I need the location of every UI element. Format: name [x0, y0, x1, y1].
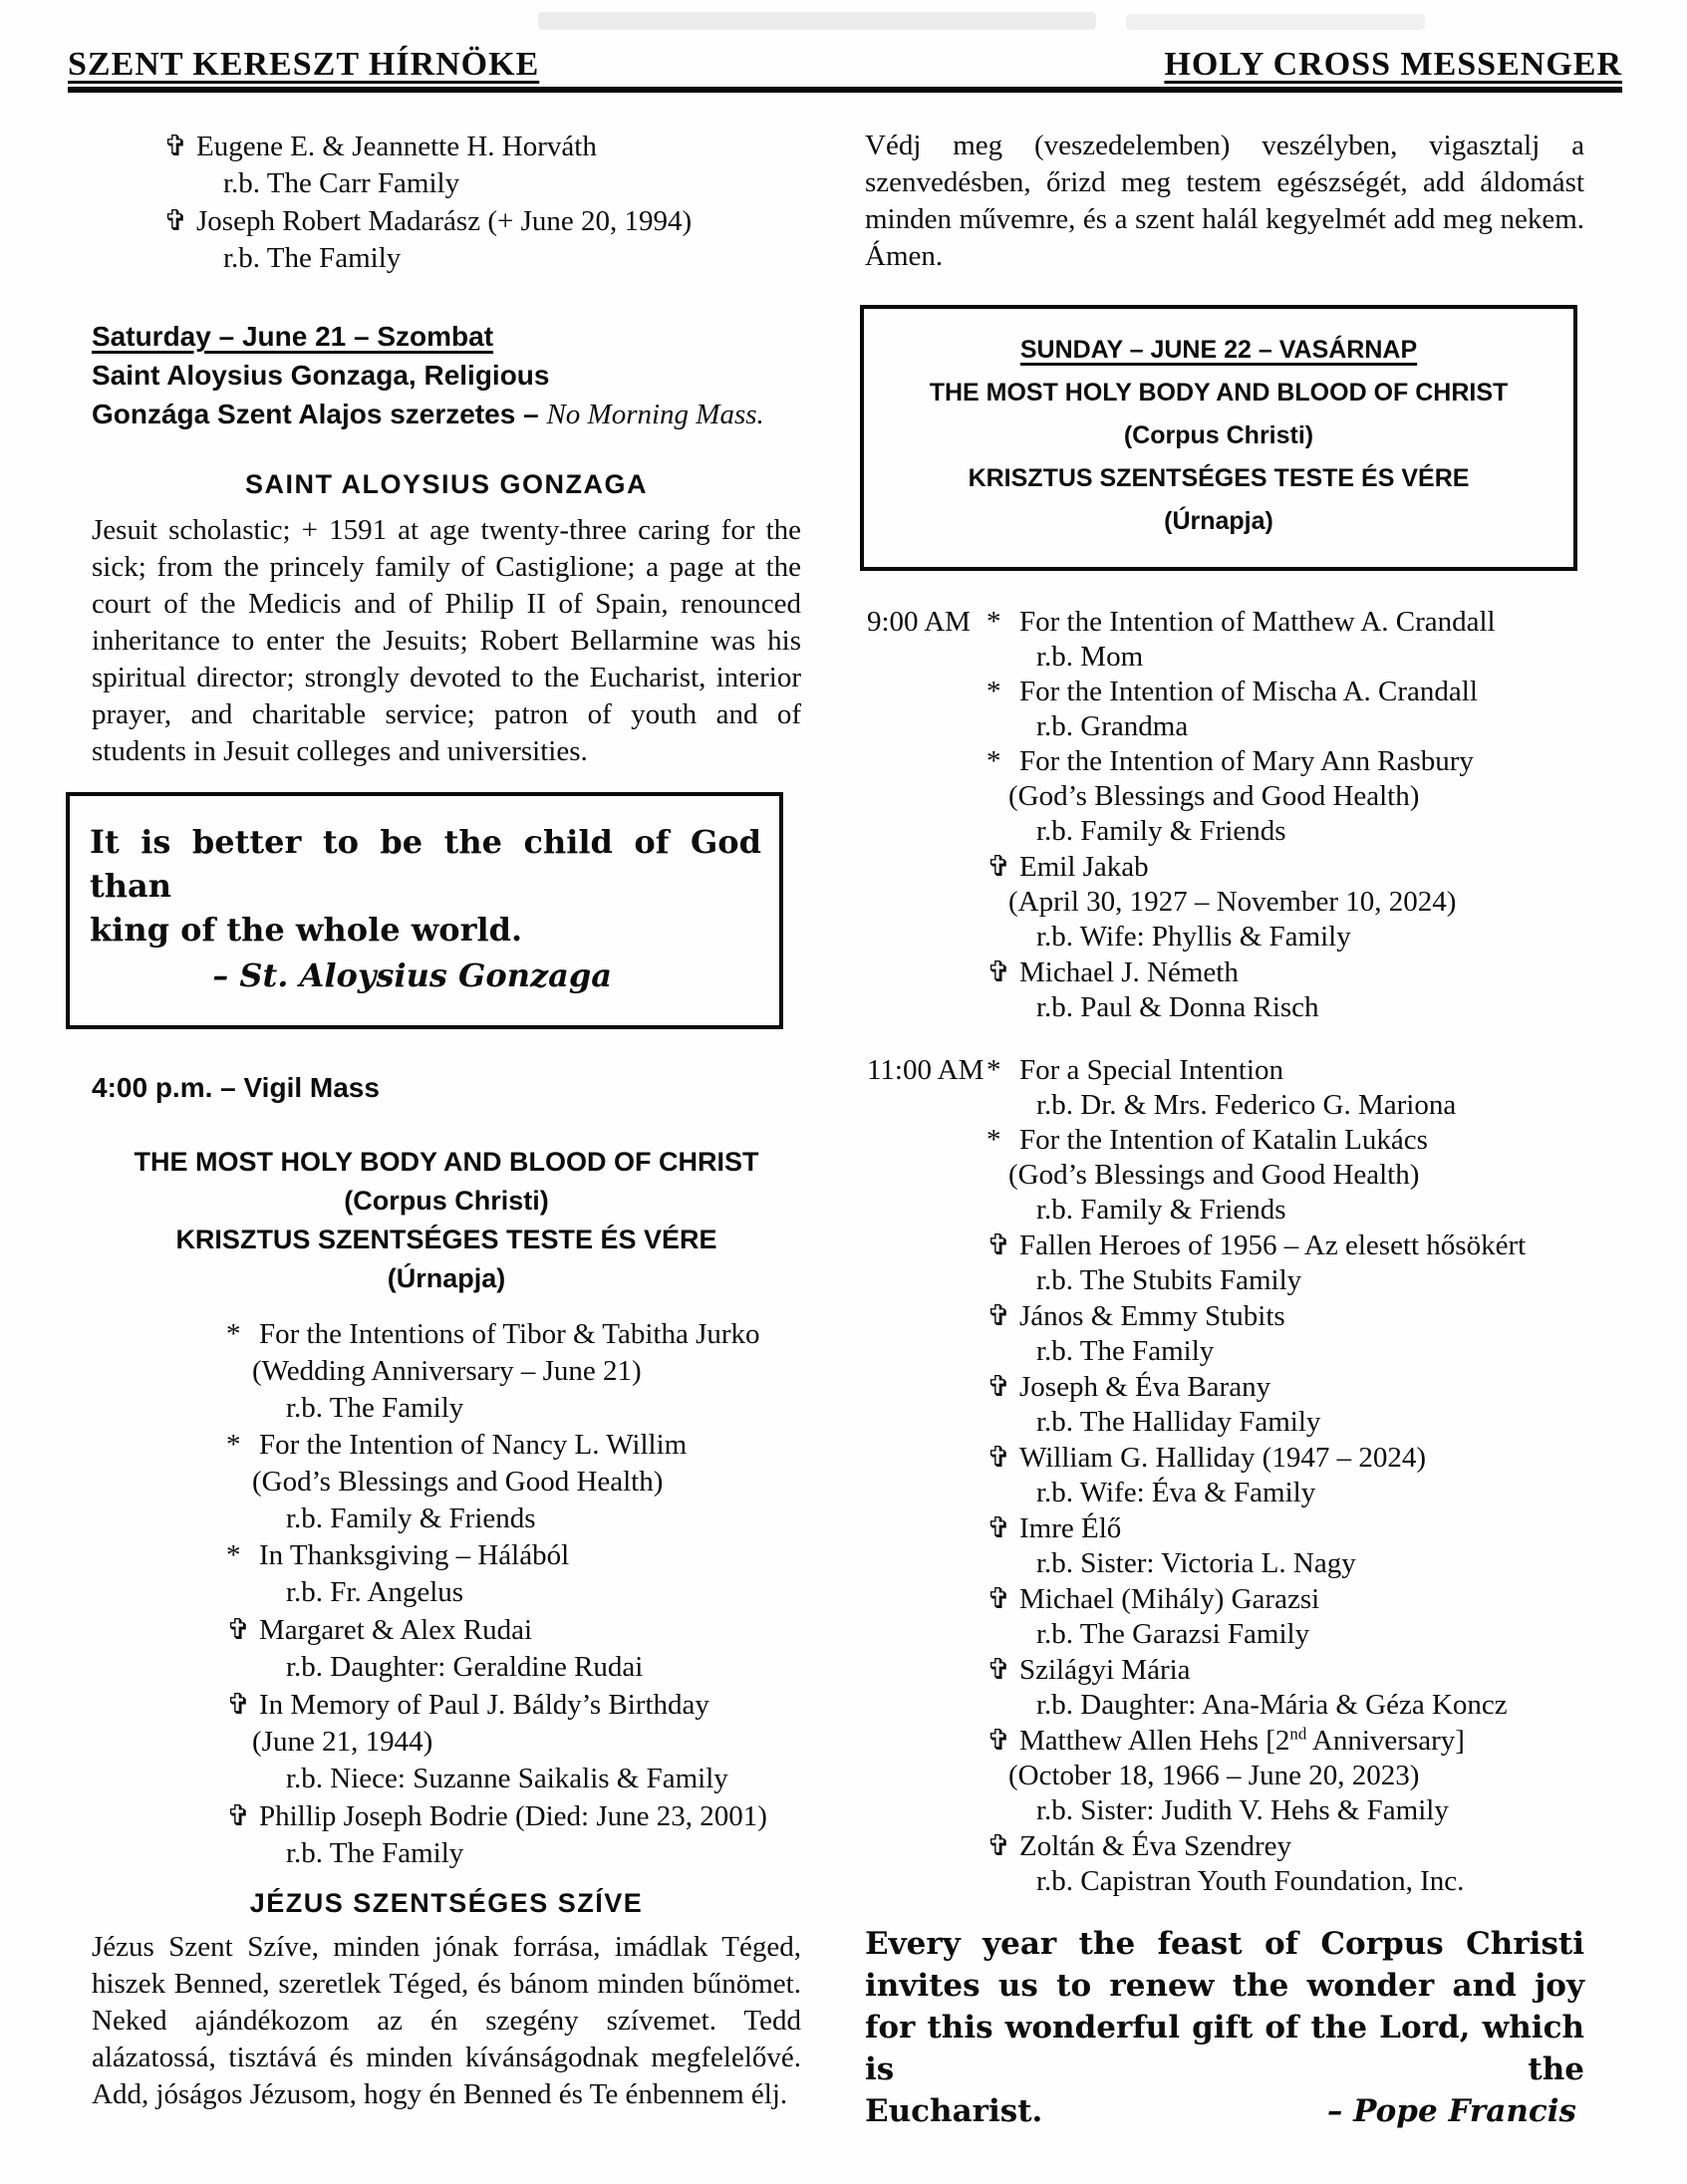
- intention-line: r.b. The Family: [286, 1837, 464, 1869]
- scan-artifact: [1126, 14, 1425, 30]
- saint-aloysius-heading: SAINT ALOYSIUS GONZAGA: [244, 469, 648, 499]
- header-title-hungarian: SZENT KERESZT HÍRNÖKE: [68, 46, 540, 83]
- intention-line: ✞ Emil Jakab: [986, 849, 1149, 883]
- sunday-box-lines: [884, 372, 1553, 543]
- saturday-hungarian-line: [92, 395, 801, 433]
- intention-line: r.b. Sister: Judith V. Hehs & Family: [1036, 1794, 1449, 1826]
- left-column: [92, 128, 801, 2113]
- cross-icon: ✞: [986, 1652, 1011, 1686]
- intention-line: r.b. The Halliday Family: [1036, 1406, 1321, 1438]
- intention-line: * In Thanksgiving – Hálából: [226, 1537, 801, 1574]
- page-header: [68, 46, 1622, 93]
- intention-line: (God’s Blessings and Good Health): [1008, 1159, 1420, 1191]
- mass-900-time: 9:00 AM: [867, 606, 971, 638]
- saturday-section: [92, 317, 801, 433]
- sacred-heart-prayer: Jézus Szent Szíve, minden jónak forrása, imádlak Téged, hiszek Benned, szeretlek Téged, és bánom minden bűnömet. Neked ajándékozom az én szegény szívemet. Tedd alázatossá, tisztává és minden kívánságodnak megfelelővé. Add, jóságos Jézusom, hogy én Benned és Te énbennem élj.: [92, 1931, 801, 2110]
- intention-line: r.b. Grandma: [1036, 710, 1189, 742]
- intention-line: r.b. Sister: Victoria L. Nagy: [1036, 1547, 1356, 1579]
- heading-line: (Corpus Christi): [1123, 421, 1314, 449]
- asterisk-marker: *: [986, 1124, 1001, 1156]
- mass-900-intentions: [986, 605, 1584, 1025]
- intention-line: r.b. The Stubits Family: [1036, 1264, 1302, 1296]
- intention-line: ✞ Margaret & Alex Rudai: [226, 1612, 533, 1646]
- right-column: [865, 128, 1584, 2132]
- cross-icon: ✞: [986, 1369, 1011, 1403]
- heading-line: (Corpus Christi): [344, 1186, 549, 1216]
- intention-line: r.b. Daughter: Ana-Mária & Géza Koncz: [1036, 1689, 1508, 1721]
- intention-line: r.b. Wife: Phyllis & Family: [1036, 921, 1351, 953]
- cross-icon: ✞: [986, 849, 1011, 883]
- intention-line: ✞ Joseph & Éva Barany: [986, 1369, 1271, 1403]
- heading-line: KRISZTUS SZENTSÉGES TESTE ÉS VÉRE: [175, 1225, 717, 1254]
- intention-line: r.b. The Garazsi Family: [1036, 1618, 1310, 1650]
- quote-box: [66, 792, 783, 1029]
- intention-line: r.b. Family & Friends: [286, 1502, 536, 1534]
- cross-icon: ✞: [226, 1687, 251, 1721]
- heading-line: THE MOST HOLY BODY AND BLOOD OF CHRIST: [929, 379, 1509, 407]
- mass-1100-block: [865, 1053, 1584, 1899]
- intention-line: ✞ Michael (Mihály) Garazsi: [986, 1581, 1320, 1615]
- intention-line: (God’s Blessings and Good Health): [1008, 780, 1420, 812]
- intention-line: ✞ Imre Élő: [986, 1510, 1122, 1544]
- saint-aloysius-paragraph: Jesuit scholastic; + 1591 at age twenty-three caring for the sick; from the princely family of Castiglione; a page at the court of the Medicis and of Philip II of Spain, renounced inheritance to enter the Jesuits; Robert Bellarmine was his spiritual director; strongly devoted to the Eucharist, interior prayer, and charitable service; patron of youth and of students in Jesuit colleges and universities.: [92, 514, 801, 767]
- asterisk-marker: *: [986, 676, 1001, 707]
- pope-quote-last-word: Eucharist.: [865, 2093, 1043, 2129]
- cross-icon: ✞: [986, 1298, 1011, 1332]
- saturday-hungarian-bold: Gonzága Szent Alajos szerzetes –: [92, 399, 547, 429]
- cross-icon: ✞: [986, 1228, 1011, 1261]
- heading-line: KRISZTUS SZENTSÉGES TESTE ÉS VÉRE: [968, 464, 1470, 492]
- intention-line: * For the Intention of Mischa A. Crandall: [986, 676, 1478, 707]
- asterisk-marker: *: [226, 1429, 241, 1461]
- cross-icon: ✞: [163, 129, 188, 162]
- intention-line: ✞ Eugene E. & Jeannette H. Horváth: [163, 129, 597, 162]
- intention-line: ✞ Phillip Joseph Bodrie (Died: June 23, 2001): [226, 1798, 767, 1832]
- intention-line: (October 18, 1966 – June 20, 2023): [1008, 1760, 1420, 1791]
- intention-line: (June 21, 1944): [252, 1726, 433, 1758]
- intention-line: r.b. Family & Friends: [1036, 1194, 1286, 1226]
- intention-line: r.b. The Family: [1036, 1335, 1215, 1367]
- header-title-english: HOLY CROSS MESSENGER: [1164, 46, 1622, 83]
- vigil-intentions-list: [226, 1316, 801, 1872]
- vigil-mass-time: 4:00 p.m. – Vigil Mass: [92, 1072, 380, 1103]
- intention-line: * For the Intention of Mary Ann Rasbury: [986, 745, 1474, 777]
- cross-icon: ✞: [226, 1798, 251, 1832]
- intention-line: r.b. Fr. Angelus: [286, 1576, 464, 1608]
- intention-line: ✞ Joseph Robert Madarász (+ June 20, 1994): [163, 203, 693, 237]
- cross-icon: ✞: [986, 1510, 1011, 1544]
- intention-line: * For the Intention of Matthew A. Crandall: [986, 606, 1496, 638]
- mass-1100-intentions: [986, 1053, 1584, 1899]
- asterisk-marker: *: [986, 745, 1001, 777]
- intention-line: * For the Intentions of Tibor & Tabitha Jurko: [226, 1316, 801, 1353]
- cross-icon: ✞: [163, 203, 188, 237]
- intention-line: r.b. Wife: Éva & Family: [1036, 1477, 1316, 1508]
- intention-line: r.b. Daughter: Geraldine Rudai: [286, 1651, 644, 1683]
- intention-line: ✞ William G. Halliday (1947 – 2024): [986, 1440, 1426, 1474]
- heading-line: THE MOST HOLY BODY AND BLOOD OF CHRIST: [134, 1147, 759, 1177]
- intention-line: r.b. Capistran Youth Foundation, Inc.: [1036, 1865, 1465, 1897]
- saturday-feast-line: Saint Aloysius Gonzaga, Religious: [92, 360, 550, 391]
- top-intentions-list: [163, 128, 801, 277]
- cross-icon: ✞: [986, 1440, 1011, 1474]
- cross-icon: ✞: [226, 1612, 251, 1646]
- pope-quote-last-line: [865, 2090, 1584, 2132]
- quote-line-2: king of the whole world.: [90, 911, 523, 949]
- intention-line: ✞ Fallen Heroes of 1956 – Az elesett hősökért: [986, 1228, 1527, 1261]
- cross-icon: ✞: [986, 1828, 1011, 1862]
- intention-line: r.b. Niece: Suzanne Saikalis & Family: [286, 1763, 728, 1794]
- asterisk-marker: *: [226, 1318, 241, 1350]
- mass-1100-time: 11:00 AM: [867, 1054, 984, 1086]
- scan-artifact: [538, 12, 1096, 30]
- intention-line: r.b. Dr. & Mrs. Federico G. Mariona: [1036, 1089, 1457, 1121]
- hungarian-prayer-paragraph: Védj meg (veszedelemben) veszélyben, vigasztalj a szenvedésben, őrizd meg testem egészségét, add áldomást minden művemre, és a szent halál kegyelmét add meg nekem. Ámen.: [865, 130, 1584, 272]
- mass-900-block: [865, 605, 1584, 1025]
- intention-line: r.b. Family & Friends: [1036, 815, 1286, 847]
- asterisk-marker: *: [986, 1054, 1001, 1086]
- intention-line: ✞ János & Emmy Stubits: [986, 1298, 1285, 1332]
- quote-line-1: It is better to be the child of God than: [90, 823, 761, 905]
- intention-line: ✞ In Memory of Paul J. Báldy’s Birthday: [226, 1687, 709, 1721]
- intention-line: r.b. The Carr Family: [223, 167, 460, 199]
- sacred-heart-heading: JÉZUS SZENTSÉGES SZÍVE: [249, 1888, 644, 1918]
- cross-icon: ✞: [986, 1581, 1011, 1615]
- quote-attribution: – St. Aloysius Gonzaga: [212, 956, 612, 994]
- cross-icon: ✞: [986, 955, 1011, 988]
- intention-line: ✞ Michael J. Németh: [986, 955, 1239, 988]
- cross-icon: ✞: [986, 1723, 1011, 1757]
- intention-line: r.b. Mom: [1036, 641, 1144, 673]
- no-morning-mass-note: No Morning Mass.: [546, 399, 764, 430]
- heading-line: (Úrnapja): [387, 1263, 506, 1293]
- intention-line: ✞ Zoltán & Éva Szendrey: [986, 1828, 1291, 1862]
- intention-line: * For the Intention of Nancy L. Willim: [226, 1427, 801, 1464]
- sunday-heading: SUNDAY – JUNE 22 – VASÁRNAP: [1019, 336, 1418, 364]
- intention-line: ✞ Szilágyi Mária: [986, 1652, 1191, 1686]
- asterisk-marker: *: [986, 606, 1001, 638]
- intention-line: * For the Intention of Katalin Lukács: [986, 1124, 1428, 1156]
- corpus-christi-heading: [92, 1143, 801, 1298]
- intention-line: ✞ Matthew Allen Hehs [2nd Anniversary]: [986, 1723, 1465, 1757]
- heading-line: (Úrnapja): [1164, 507, 1273, 535]
- asterisk-marker: *: [226, 1539, 241, 1571]
- intention-line: r.b. The Family: [286, 1392, 464, 1424]
- intention-line: (April 30, 1927 – November 10, 2024): [1008, 886, 1457, 918]
- intention-line: (God’s Blessings and Good Health): [252, 1466, 664, 1498]
- pope-quote: [865, 1923, 1584, 2132]
- intention-line: r.b. The Family: [223, 242, 402, 274]
- saturday-heading: Saturday – June 21 – Szombat: [92, 321, 494, 352]
- intention-line: r.b. Paul & Donna Risch: [1036, 991, 1319, 1023]
- sunday-box: [860, 305, 1577, 571]
- intention-line: (Wedding Anniversary – June 21): [252, 1355, 642, 1387]
- pope-attribution: – Pope Francis: [1326, 2093, 1576, 2129]
- pope-quote-body: Every year the feast of Corpus Christi invites us to renew the wonder and joy for this wonderful gift of the Lord, which is the: [865, 1926, 1584, 2087]
- intention-line: * For a Special Intention: [986, 1054, 1283, 1086]
